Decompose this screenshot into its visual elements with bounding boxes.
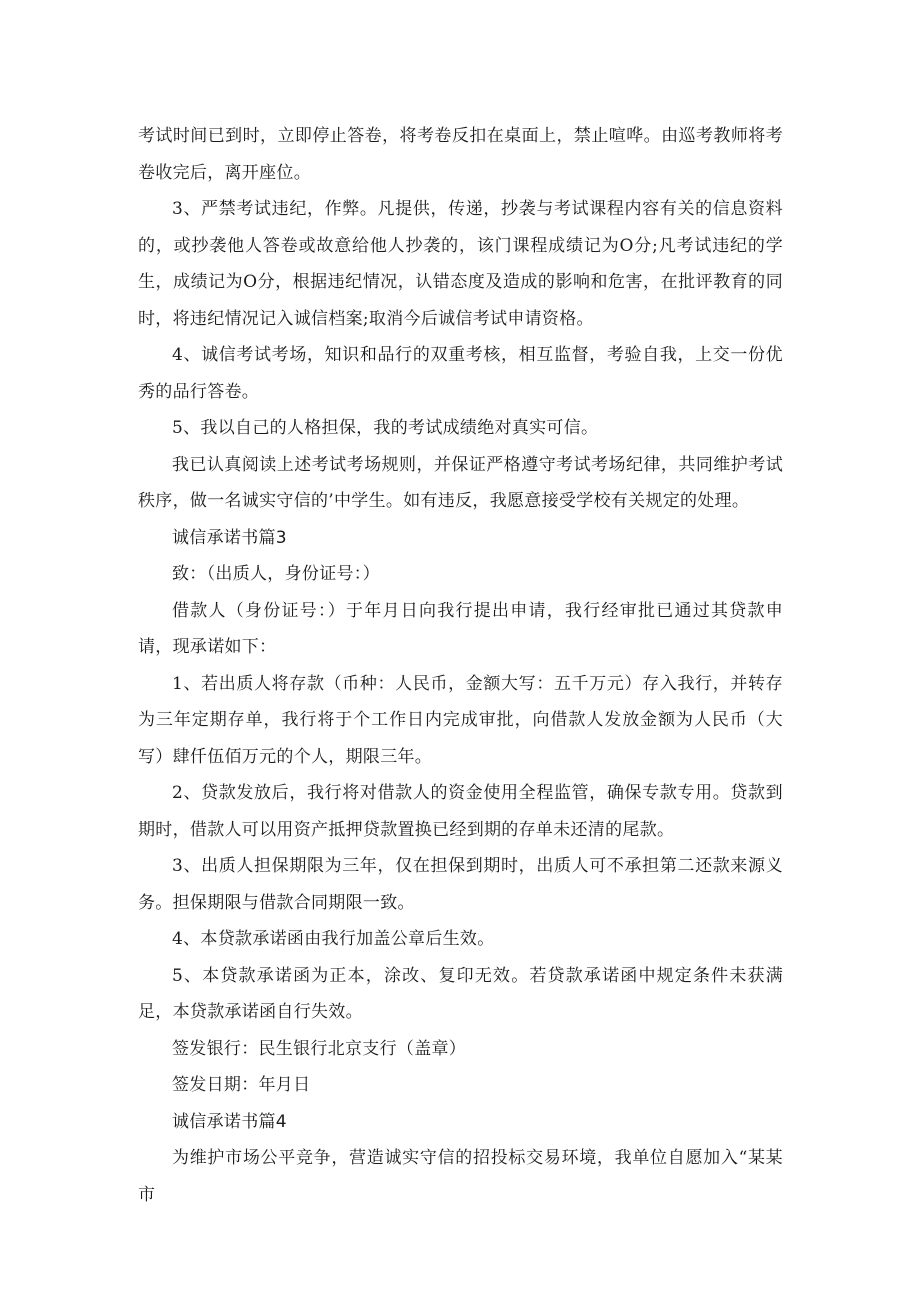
paragraph-rule-5: 5、我以自己的人格担保，我的考试成绩绝对真实可信。 <box>172 418 599 438</box>
document-page <box>138 118 783 1213</box>
paragraph-exam-end: 考试时间已到时，立即停止答卷，将考卷反扣在桌面上，禁止喧哗。由巡考教师将考卷收完后，离开座位。 <box>138 126 783 183</box>
section-heading-4: 诚信承诺书篇4 <box>172 1111 287 1132</box>
paragraph-borrower: 借款人（身份证号：）于年月日向我行提出申请，我行经审批已通过其贷款申请，现承诺如下： <box>138 600 783 657</box>
paragraph-addressee: 致：（出质人，身份证号：） <box>172 564 380 584</box>
paragraph-loan-item-1: 1、若出质人将存款（币种：人民币，金额大写：五千万元）存入我行，并转存为三年定期存单，我行将于个工作日内完成审批，向借款人发放金额为人民币（大写）肆仟伍佰万元的个人，期限三年。 <box>138 673 783 767</box>
paragraph-market-fairness: 为维护市场公平竞争，营造诚实守信的招投标交易环境，我单位自愿加入“某某市 <box>138 1148 783 1205</box>
paragraph-loan-item-5: 5、本贷款承诺函为正本，涂改、复印无效。若贷款承诺函中规定条件未获满足，本贷款承诺函自行失效。 <box>138 965 783 1022</box>
paragraph-loan-item-2: 2、贷款发放后，我行将对借款人的资金使用全程监管，确保专款专用。贷款到期时，借款人可以用资产抵押贷款置换已经到期的存单未还清的尾款。 <box>138 783 783 840</box>
paragraph-pledge: 我已认真阅读上述考试考场规则，并保证严格遵守考试考场纪律，共同维护考试秩序，做一名诚实守信的’中学生。如有违反，我愿意接受学校有关规定的处理。 <box>138 454 783 511</box>
section-heading-3: 诚信承诺书篇3 <box>172 527 287 548</box>
paragraph-issue-date: 签发日期：年月日 <box>172 1075 311 1095</box>
paragraph-loan-item-3: 3、出质人担保期限为三年，仅在担保到期时，出质人可不承担第二还款来源义务。担保期限与借款合同期限一致。 <box>138 856 783 913</box>
paragraph-rule-4: 4、诚信考试考场，知识和品行的双重考核，相互监督，考验自我，上交一份优秀的品行答卷。 <box>138 345 783 402</box>
paragraph-loan-item-4: 4、本贷款承诺函由我行加盖公章后生效。 <box>172 929 495 949</box>
paragraph-issuing-bank: 签发银行：民生银行北京支行（盖章） <box>172 1038 467 1059</box>
paragraph-rule-3: 3、严禁考试违纪，作弊。凡提供，传递，抄袭与考试课程内容有关的信息资料的，或抄袭他人答卷或故意给他人抄袭的，该门课程成绩记为O分;凡考试违纪的学生，成绩记为O分，根据违纪情况，认错态度及造成的影响和危害，在批评教育的同时，将违纪情况记入诚信档案;取消今后诚信考试申请资格。 <box>138 199 783 329</box>
